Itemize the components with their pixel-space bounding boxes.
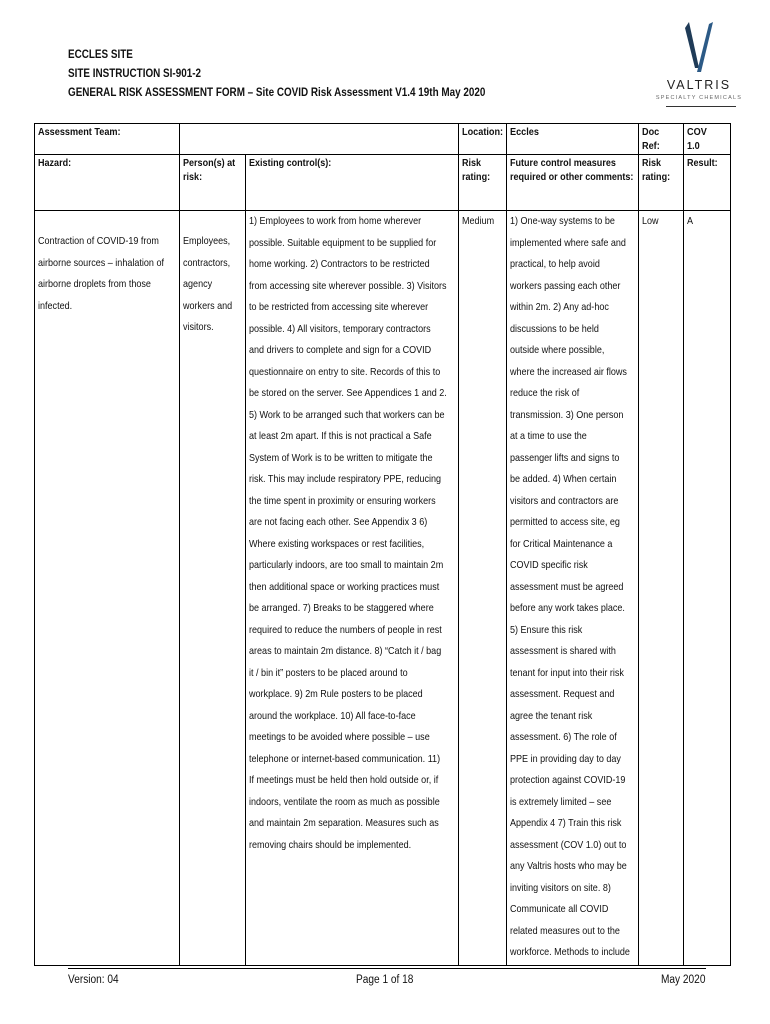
persons-header: Person(s) at risk: xyxy=(180,155,246,211)
hazard-header: Hazard: xyxy=(35,155,180,211)
logo-tagline: SPECIALTY CHEMICALS xyxy=(655,95,743,101)
assessment-team-value xyxy=(180,124,459,155)
footer-version: Version: 04 xyxy=(68,974,119,986)
result-header: Result: xyxy=(684,155,731,211)
doc-ref-label: Doc Ref: xyxy=(639,124,684,155)
footer-date: May 2020 xyxy=(661,974,706,986)
persons-cell: Employees, contractors, agency workers and visitors. xyxy=(180,211,246,966)
site-name: ECCLES SITE xyxy=(68,49,133,61)
doc-ref-value: COV 1.0 xyxy=(684,124,731,155)
risk-rating-2-header: Risk rating: xyxy=(639,155,684,211)
column-header-row xyxy=(35,155,731,211)
existing-controls-header: Existing control(s): xyxy=(246,155,459,211)
risk-rating-header: Risk rating: xyxy=(459,155,507,211)
hazard-cell: Contraction of COVID-19 from airborne sources – inhalation of airborne droplets from those infected. xyxy=(35,211,180,966)
risk-assessment-table xyxy=(34,123,731,966)
risk-rating-cell: Medium xyxy=(459,211,507,966)
future-controls-cell: 1) One-way systems to be implemented where safe and practical, to help avoid workers passing each other within 2m. 2) Any ad-hoc discussions to be held outside where possible, where the increased air flows reduce the risk of transmission. 3) One person at a time to use the passenger lifts and signs to be added. 4) When certain visitors and contractors are permitted to access site, eg for Critical Maintenance a COVID specific risk assessment must be agreed before any work takes place. 5) Ensure this risk assessment is shared with tenant for input into their risk assessment. Request and agree the tenant risk assessment. 6) The role of PPE in providing day to day protection against COVID-19 is extremely limited – see Appendix 4 7) Train this risk assessment (COV 1.0) out to any Valtris hosts who may be inviting visitors on site. 8) Communicate all COVID related measures out to the workforce. Methods to include xyxy=(507,211,639,966)
logo-wordmark: VALTRIS xyxy=(666,78,732,92)
document-header xyxy=(68,46,553,103)
valtris-v-mark-icon xyxy=(655,20,743,76)
location-value: Eccles xyxy=(507,124,639,155)
existing-controls-cell: 1) Employees to work from home wherever possible. Suitable equipment to be supplied for home working. 2) Contractors to be restricted from accessing site wherever possible. 3) Visitors to be restricted from accessing site wherever possible. 4) All visitors, temporary contractors and drivers to complete and sign for a COVID questionnaire on entry to site. Records of this to be stored on the server. See Appendices 1 and 2. 5) Work to be arranged such that workers can be at least 2m apart. If this is not practical a Safe System of Work is to be written to mitigate the risk. This may include respiratory PPE, reducing the time spent in proximity or ensuring workers are not facing each other. See Appendix 3 6) Where existing workspaces or rest facilities, particularly indoors, are too small to maintain 2m then additional space or working practices must be arranged. 7) Breaks to be staggered where required to reduce the numbers of people in rest areas to maintain 2m distance. 8) “Catch it / bag it / bin it” posters to be placed around to workplace. 9) 2m Rule posters to be placed around the workplace. 10) All face-to-face meetings to be avoided where possible – use telephone or internet-based communication. 11) If meetings must be held then hold outside or, if indoors, ventilate the room as much as possible and maintain 2m separation. Measures such as removing chairs should be implemented. xyxy=(246,211,459,966)
footer-rule xyxy=(68,968,706,969)
assessment-team-label: Assessment Team: xyxy=(35,124,180,155)
risk-rating-2-cell: Low xyxy=(639,211,684,966)
form-title: GENERAL RISK ASSESSMENT FORM – Site COVID Risk Assessment V1.4 19th May 2020 xyxy=(68,87,486,99)
assessment-team-row xyxy=(35,124,731,155)
future-controls-header: Future control measures required or other comments: xyxy=(507,155,639,211)
valtris-logo xyxy=(655,20,743,105)
header-rule xyxy=(666,106,736,107)
result-cell: A xyxy=(684,211,731,966)
footer-page-number: Page 1 of 18 xyxy=(356,974,414,986)
site-instruction: SITE INSTRUCTION SI-901-2 xyxy=(68,68,201,80)
location-label: Location: xyxy=(459,124,507,155)
hazard-row xyxy=(35,211,731,966)
